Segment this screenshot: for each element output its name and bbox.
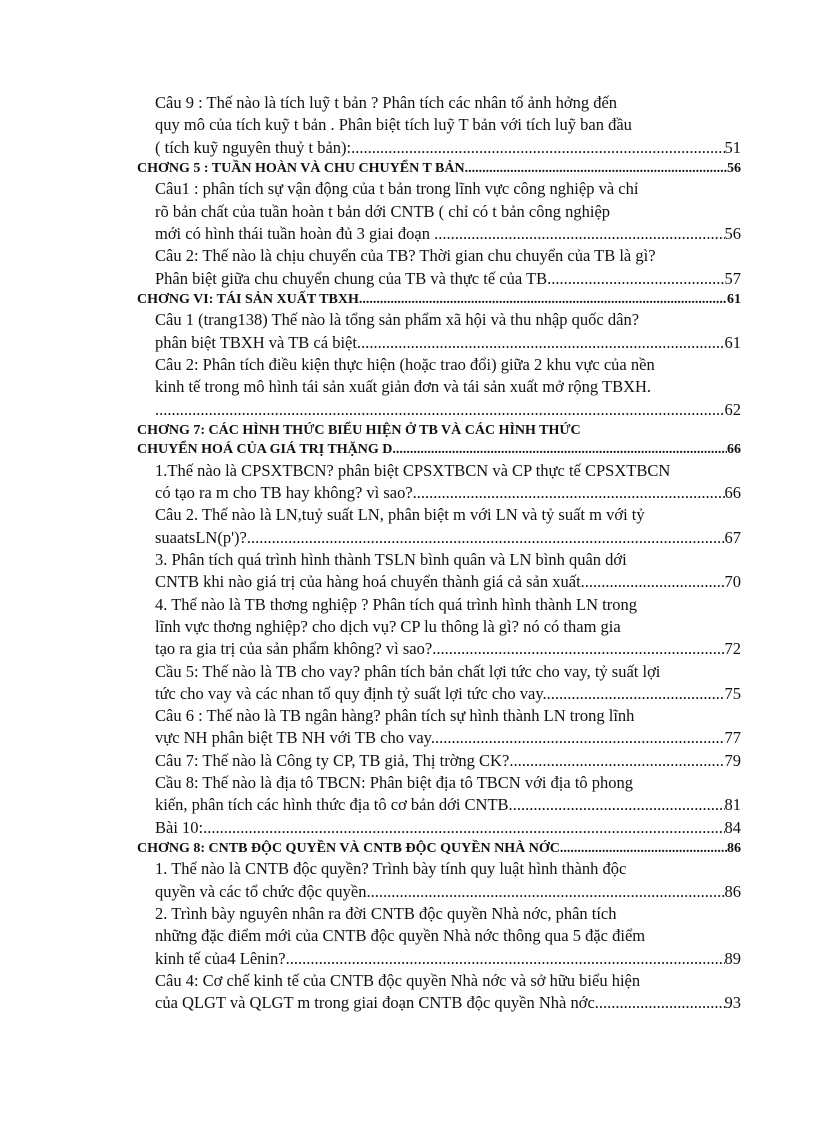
toc-entry-text: CNTB khi nào giá trị của hàng hoá chuyển thành giá cả sản xuất bbox=[155, 572, 581, 592]
toc-entry-line: Câu 4: Cơ chế kinh tế của CNTB độc quyền Nhà nớc và sở hữu biểu hiện bbox=[155, 970, 641, 990]
toc-entry-line: Câu1 : phân tích sự vận động của t bản trong lĩnh vực công nghiệp và chỉ bbox=[155, 179, 639, 199]
dot-leader bbox=[203, 817, 724, 839]
toc-entry-text: phân biệt TBXH và TB cá biệt. bbox=[155, 332, 362, 352]
dot-leader bbox=[595, 992, 725, 1014]
toc-question-entry[interactable] bbox=[0, 92, 816, 159]
toc-entry-text: kiến, phân tích các hình thức địa tô cơ bản dới CNTB. bbox=[155, 795, 513, 815]
toc-entry-last-line bbox=[155, 948, 741, 970]
toc-page-number: 56 bbox=[724, 223, 741, 243]
toc-question-entry[interactable] bbox=[0, 858, 816, 903]
toc-entry-text: mới có hình thái tuần hoàn đủ 3 giai đoạn . bbox=[155, 223, 439, 243]
toc-entry-line: Câu 2: Phân tích điều kiện thực hiện (hoặc trao đổi) giữa 2 khu vực của nền bbox=[155, 354, 655, 374]
toc-page-number: 61 bbox=[727, 291, 741, 307]
toc-question-entry[interactable] bbox=[0, 504, 816, 549]
toc-question-entry[interactable] bbox=[0, 549, 816, 594]
toc-page-number: 66 bbox=[724, 483, 741, 503]
toc-entry-line: Câu 9 : Thế nào là tích luỹ t bản ? Phân tích các nhân tố ảnh hởng đến bbox=[155, 93, 618, 112]
toc-page-number: 86 bbox=[727, 840, 741, 856]
toc-entry-line: những đặc điểm mới của CNTB độc quyền Nhà nớc thông qua 5 đặc điểm bbox=[155, 926, 646, 946]
toc-chapter-entry[interactable] bbox=[0, 159, 816, 179]
toc-entry-text: Bài 10: bbox=[155, 817, 204, 837]
toc-entry-last-line bbox=[137, 440, 741, 460]
toc-entry-last-line bbox=[155, 268, 741, 290]
dot-leader bbox=[247, 527, 725, 549]
toc-page-number: 86 bbox=[724, 881, 741, 901]
toc-question-entry[interactable] bbox=[0, 354, 816, 421]
toc-page-number: 67 bbox=[724, 527, 741, 547]
toc-entry-last-line bbox=[155, 992, 741, 1014]
toc-page-number: 66 bbox=[727, 442, 741, 458]
toc-entry-line: CHƠNG 7: CÁC HÌNH THỨC BIỂU HIỆN Ở TB VÀ CÁC HÌNH THỨC bbox=[137, 422, 581, 438]
dot-leader bbox=[155, 399, 725, 421]
dot-leader bbox=[435, 727, 725, 749]
toc-entry-line: 2. Trình bày nguyên nhân ra đời CNTB độc quyền Nhà nớc, phân tích bbox=[155, 904, 617, 923]
toc-question-entry[interactable] bbox=[0, 772, 816, 817]
toc-entry-line: kinh tế trong mô hình tái sản xuất giản đơn và tái sản xuất mở rộng TBXH. bbox=[155, 377, 652, 397]
toc-entry-last-line bbox=[155, 399, 741, 421]
toc-entry-text: tức cho vay và các nhan tố quy định tỷ suất lợi tức cho vay. bbox=[155, 683, 547, 703]
dot-leader bbox=[371, 881, 725, 903]
toc-question-entry[interactable] bbox=[0, 705, 816, 750]
toc-entry-last-line bbox=[155, 571, 741, 593]
toc-page-number: 89 bbox=[724, 948, 741, 968]
toc-entry-line: 1.Thế nào là CPSXTBCN? phân biệt CPSXTBCN và CP thực tế CPSXTBCN bbox=[155, 460, 671, 480]
toc-page-number: 79 bbox=[724, 750, 741, 770]
toc-entry-text: có tạo ra m cho TB hay không? vì sao? bbox=[155, 483, 413, 503]
toc-page-number: 75 bbox=[724, 683, 741, 703]
toc-page-number: 62 bbox=[724, 399, 741, 419]
toc-entry-line: Cầu 8: Thế nào là địa tô TBCN: Phân biệt địa tô TBCN với địa tô phong bbox=[155, 773, 634, 793]
toc-entry-line: Câu 2. Thế nào là LN,tuỷ suất LN, phân biệt m với LN và tỷ suất m với tỷ bbox=[155, 505, 645, 525]
toc-question-entry[interactable] bbox=[0, 903, 816, 970]
toc-page-number: 93 bbox=[724, 993, 741, 1013]
dot-leader bbox=[509, 750, 724, 772]
toc-page-number: 81 bbox=[724, 795, 741, 815]
table-of-contents bbox=[0, 92, 816, 1014]
dot-leader bbox=[581, 571, 725, 593]
dot-leader bbox=[361, 332, 724, 354]
toc-question-entry[interactable] bbox=[0, 460, 816, 505]
dot-leader bbox=[286, 948, 725, 970]
toc-entry-last-line bbox=[155, 527, 741, 549]
dot-leader bbox=[392, 440, 727, 460]
dot-leader bbox=[465, 159, 727, 179]
toc-entry-text: kinh tế của4 Lênin? bbox=[155, 948, 286, 968]
toc-entry-text: Câu 7: Thế nào là Công ty CP, TB giả, Thị trờng CK? bbox=[155, 750, 510, 770]
toc-question-entry[interactable] bbox=[0, 245, 816, 290]
toc-entry-last-line bbox=[155, 750, 741, 772]
toc-entry-line: rõ bản chất của tuần hoàn t bản dới CNTB ( chỉ có t bản công nghiệp bbox=[155, 201, 611, 221]
toc-entry-last-line bbox=[155, 332, 741, 354]
dot-leader bbox=[438, 223, 724, 245]
toc-page-number: 84 bbox=[724, 817, 741, 837]
toc-entry-line: lĩnh vực thơng nghiệp? cho dịch vụ? CP lu thông là gì? nó có tham gia bbox=[155, 616, 621, 636]
toc-entry-last-line bbox=[137, 290, 741, 310]
toc-page-number: 70 bbox=[724, 572, 741, 592]
toc-question-entry[interactable] bbox=[0, 817, 816, 839]
toc-page-number: 72 bbox=[724, 639, 741, 659]
dot-leader bbox=[513, 794, 725, 816]
toc-entry-text: suaatsLN(p')? bbox=[155, 527, 247, 547]
toc-entry-last-line bbox=[155, 817, 741, 839]
toc-entry-last-line bbox=[155, 638, 741, 660]
toc-entry-last-line bbox=[155, 223, 741, 245]
toc-question-entry[interactable] bbox=[0, 309, 816, 354]
toc-entry-last-line bbox=[137, 159, 741, 179]
toc-entry-text: vực NH phân biệt TB NH với TB cho vay. bbox=[155, 728, 435, 748]
toc-entry-text: Phân biệt giữa chu chuyển chung của TB và thực tế của TB. bbox=[155, 268, 552, 288]
toc-chapter-entry[interactable] bbox=[0, 290, 816, 310]
toc-entry-text: ( tích kuỹ nguyên thuỷ t bản): bbox=[155, 137, 352, 157]
toc-entry-last-line bbox=[155, 482, 741, 504]
toc-entry-text: quyền và các tổ chức độc quyền. bbox=[155, 881, 371, 901]
dot-leader bbox=[432, 638, 724, 660]
dot-leader bbox=[351, 137, 724, 159]
toc-entry-line: Câu 6 : Thế nào là TB ngân hàng? phân tích sự hình thành LN trong lĩnh bbox=[155, 706, 635, 726]
toc-page-number: 77 bbox=[724, 728, 741, 748]
toc-chapter-entry[interactable] bbox=[0, 421, 816, 460]
toc-entry-text: CHƠNG VI: TÁI SẢN XUẤT TBXH bbox=[137, 291, 359, 307]
toc-question-entry[interactable] bbox=[0, 750, 816, 772]
toc-page-number: 57 bbox=[724, 268, 741, 288]
toc-entry-last-line bbox=[155, 881, 741, 903]
toc-question-entry[interactable] bbox=[0, 178, 816, 245]
toc-question-entry[interactable] bbox=[0, 970, 816, 1015]
toc-entry-line: Câu 2: Thế nào là chịu chuyển của TB? Thời gian chu chuyển của TB là gì? bbox=[155, 246, 656, 266]
dot-leader bbox=[547, 683, 725, 705]
toc-entry-last-line bbox=[155, 137, 741, 159]
toc-entry-text: CHUYỂN HOÁ CỦA GIÁ TRỊ THẶNG D bbox=[137, 442, 393, 458]
toc-entry-line: 1. Thế nào là CNTB độc quyền? Trình bày tính quy luật hình thành độc bbox=[155, 859, 627, 879]
toc-page-number: 56 bbox=[727, 160, 741, 176]
toc-entry-text: tạo ra gia trị của sản phẩm không? vì sao? bbox=[155, 639, 433, 659]
toc-entry-line: quy mô của tích kuỹ t bản . Phân biệt tích luỹ T bản với tích luỹ ban đầu bbox=[155, 115, 632, 135]
toc-question-entry[interactable] bbox=[0, 594, 816, 661]
toc-entry-line: 3. Phân tích quá trình hình thành TSLN bình quân và LN bình quân dới bbox=[155, 550, 627, 570]
toc-entry-last-line bbox=[155, 683, 741, 705]
dot-leader bbox=[413, 482, 725, 504]
toc-entry-line: 4. Thế nào là TB thơng nghiệp ? Phân tích quá trình hình thành LN trong bbox=[155, 594, 637, 614]
toc-question-entry[interactable] bbox=[0, 661, 816, 706]
toc-entry-line: Cầu 5: Thế nào là TB cho vay? phân tích bản chất lợi tức cho vay, tỷ suất lợi bbox=[155, 661, 661, 681]
toc-entry-line: Câu 1 (trang138) Thế nào là tổng sản phẩm xã hội và thu nhập quốc dân? bbox=[155, 310, 640, 330]
toc-entry-text: CHƠNG 5 : TUẦN HOÀN VÀ CHU CHUYỂN T BẢN bbox=[137, 160, 465, 176]
toc-entry-last-line bbox=[155, 794, 741, 816]
toc-page-number: 61 bbox=[724, 332, 741, 352]
toc-chapter-entry[interactable] bbox=[0, 839, 816, 859]
dot-leader bbox=[551, 268, 724, 290]
toc-entry-last-line bbox=[155, 727, 741, 749]
dot-leader bbox=[359, 290, 727, 310]
toc-entry-last-line bbox=[137, 839, 741, 859]
dot-leader bbox=[560, 839, 727, 859]
toc-page-number: 51 bbox=[724, 137, 741, 157]
toc-entry-text: của QLGT và QLGT m trong giai đoạn CNTB độc quyền Nhà nớc bbox=[155, 993, 595, 1013]
toc-entry-text: CHƠNG 8: CNTB ĐỘC QUYỀN VÀ CNTB ĐỘC QUYỀN NHÀ NỚC bbox=[137, 840, 560, 856]
